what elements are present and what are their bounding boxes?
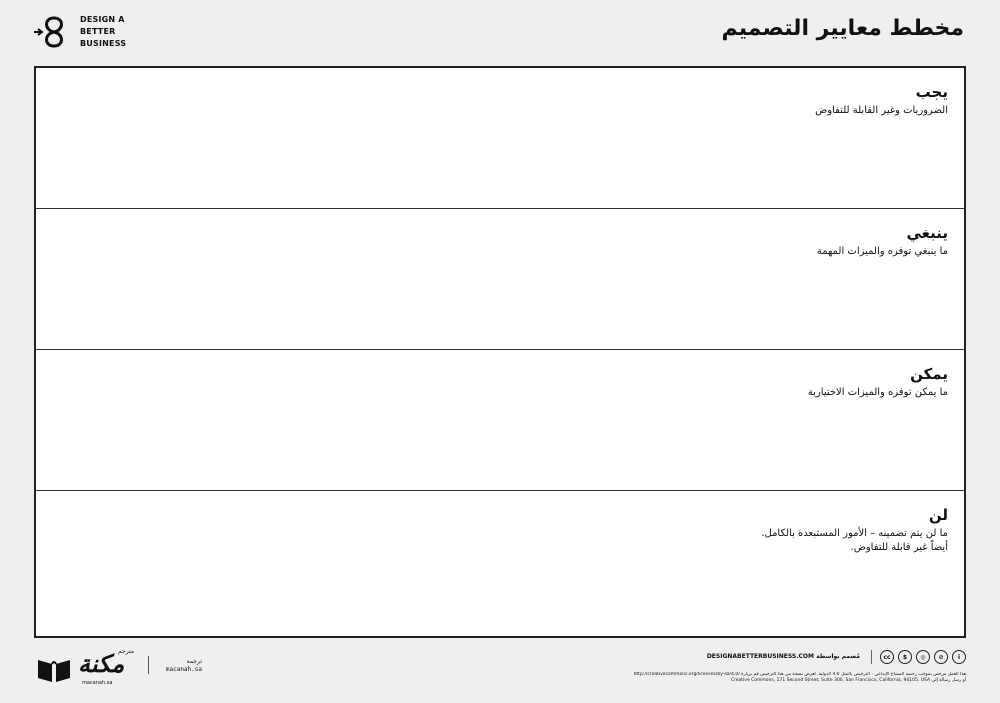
logo-line: BETTER (80, 27, 116, 36)
section-title: ينبغي (906, 224, 948, 242)
divider (148, 656, 149, 674)
info-icon: i (952, 650, 966, 664)
section-wont[interactable] (36, 491, 964, 636)
footer (0, 640, 1000, 703)
by-icon: $ (898, 650, 912, 664)
section-must[interactable] (36, 68, 964, 209)
license-line: http://creativecommons.org/licenses/by-sa/4.0/ هذا العمل مرخص بموجب رخصة المشاع الإبداعي - الترخيص بالمثل 4.0 الدولية. لعرض نسخة من هذا الترخيص قم بزيارة (633, 672, 966, 677)
section-description: ما يمكن توفره والميزات الاختيارية (807, 387, 948, 398)
translator-sub: macanah.sa (82, 680, 113, 686)
section-title: لن (928, 506, 948, 524)
translator-brand: مكنة (78, 650, 125, 678)
divider (871, 650, 872, 664)
logo-line: DESIGN A (80, 15, 125, 24)
section-title: يمكن (910, 365, 948, 383)
license-icons[interactable] (880, 650, 966, 666)
logo-text (80, 14, 126, 50)
section-should[interactable] (36, 209, 964, 350)
section-title: يجب (915, 83, 948, 101)
page-title: مخطط معايير التصميم (721, 16, 964, 41)
section-could[interactable] (36, 350, 964, 491)
book-icon (36, 654, 72, 684)
macanah-logo[interactable] (36, 648, 146, 686)
header (0, 0, 1000, 66)
nc-icon: ⊘ (934, 650, 948, 664)
criteria-canvas (34, 66, 966, 638)
translation-credit (156, 658, 202, 674)
license-text (626, 672, 966, 684)
translator-url[interactable]: macanah.sa (165, 666, 202, 673)
cc-icon: cc (880, 650, 894, 664)
section-description: أيضاً غير قابلة للتفاوض. (850, 542, 948, 553)
translator-tag: مترجم (118, 648, 135, 655)
section-description: ما لن يتم تضمينه – الأمور المستبعدة بالكامل. (761, 528, 948, 539)
logo-line: BUSINESS (80, 39, 127, 48)
sa-icon: ◎ (916, 650, 930, 664)
designed-by[interactable]: DESIGNABETTERBUSINESS.COM مُصمم بواسطة (706, 653, 860, 660)
section-description: ما ينبغي توفره والميزات المهمة (816, 246, 948, 257)
logo-mark-icon (34, 14, 74, 50)
license-line: Creative Commons, 171 Second Street, Suite 300, San Francisco, California, 94105, USA أو رسل رسالة إلى (730, 678, 966, 683)
section-description: الضروريات وغير القابلة للتفاوض (815, 105, 948, 116)
translated-label: ترجمة (186, 658, 202, 665)
design-a-better-business-logo[interactable] (34, 12, 144, 54)
